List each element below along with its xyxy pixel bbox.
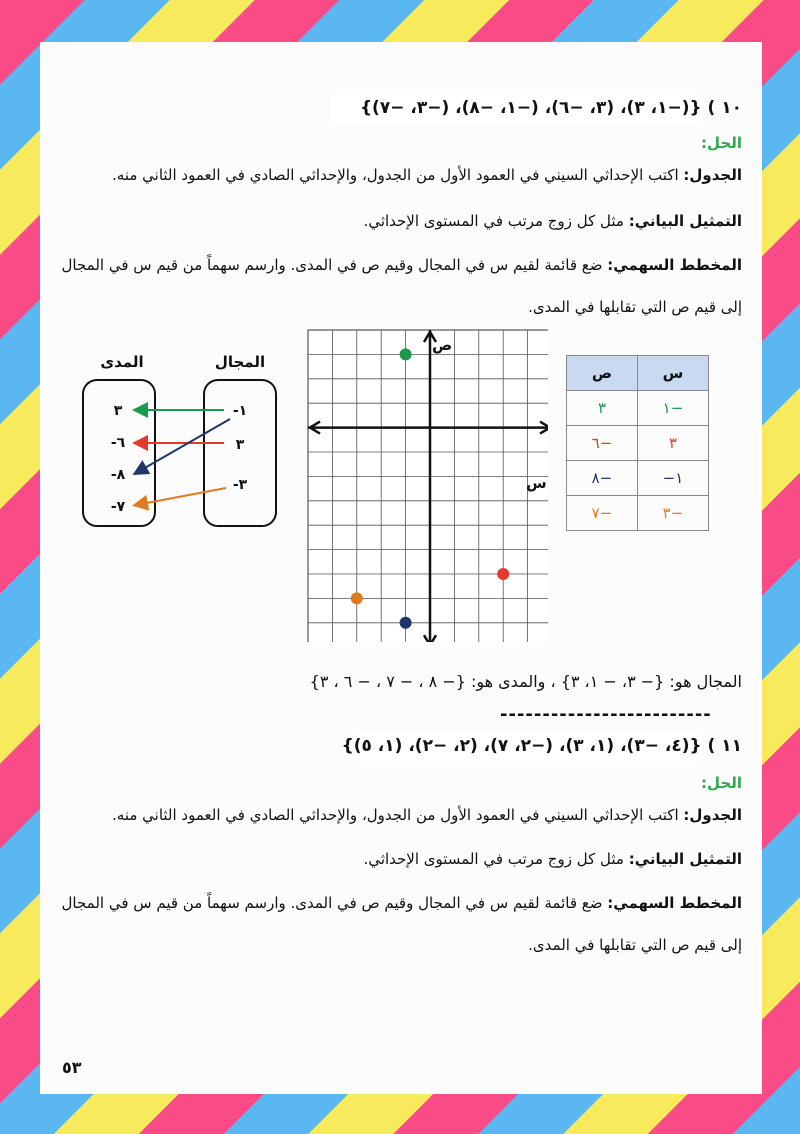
q10-arrow-diagram — [80, 347, 280, 532]
domain-value: ٣ — [235, 437, 245, 453]
q11-graph-label: التمثيل البياني: — [628, 850, 742, 868]
q10-arrow-label: المخطط السهمي: — [607, 256, 742, 274]
table-row — [567, 461, 709, 496]
table-cell-x: ١− — [638, 461, 709, 496]
q10-solution-label: الحل: — [701, 134, 742, 152]
q11-arrow-instruction — [62, 894, 742, 912]
question-11-set: {(٤، −٣)، (١، ٣)، (−٢، ٧)، (٢، −٢)، (١، ٥)} — [341, 736, 702, 756]
q10-domain-range-answer: المجال هو: {− ٣، − ١، ٣} ، والمدى هو: {− ٨ ، − ٧ ، − ٦ ، ٣} — [309, 672, 742, 691]
q10-graph-label: التمثيل البياني: — [628, 212, 742, 230]
question-11-number: ١١ ) — [707, 736, 742, 756]
range-value: -٧ — [110, 499, 126, 515]
table-cell-y: ٣ — [567, 391, 638, 426]
table-cell-y: −٨ — [567, 461, 638, 496]
table-row — [567, 496, 709, 531]
q10-graph-instruction — [364, 212, 742, 230]
table-header-y: ص — [567, 356, 638, 391]
q10-arrow-text-1: ضع قائمة لقيم س في المجال وقيم ص في المدى. وارسم سهماً من قيم س في المجال — [61, 256, 603, 274]
table-cell-x: ٣ — [638, 426, 709, 461]
domain-box — [204, 380, 276, 526]
graph-grid — [308, 330, 548, 642]
q11-graph-text: مثل كل زوج مرتب في المستوى الإحداثي. — [363, 850, 624, 868]
q10-values-table — [566, 355, 709, 531]
table-row — [567, 391, 709, 426]
q11-arrow-text-1: ضع قائمة لقيم س في المجال وقيم ص في المدى. وارسم سهماً من قيم س في المجال — [61, 894, 603, 912]
q11-solution-label: الحل: — [701, 774, 742, 792]
table-cell-y: −٧ — [567, 496, 638, 531]
q10-coordinate-graph — [304, 326, 548, 642]
table-row — [567, 426, 709, 461]
domain-value: -١ — [232, 403, 248, 419]
q11-table-text: اكتب الإحداثي السيني في العمود الأول من الجدول، والإحداثي الصادي في العمود الثاني منه. — [112, 806, 679, 824]
data-point — [400, 348, 412, 360]
table-cell-x: −٣ — [638, 496, 709, 531]
question-10-number: ١٠ ) — [707, 98, 742, 118]
x-axis-label: س — [526, 474, 547, 492]
q11-graph-instruction — [364, 850, 742, 868]
data-point — [351, 592, 363, 604]
range-value: -٦ — [110, 435, 126, 451]
domain-value: -٣ — [232, 477, 248, 493]
question-10 — [360, 98, 742, 118]
range-value: -٨ — [110, 467, 126, 483]
q10-table-label: الجدول: — [683, 166, 742, 184]
question-10-set: {(−١، ٣)، (٣، −٦)، (−١، −٨)، (−٣، −٧)} — [359, 98, 702, 118]
q11-table-label: الجدول: — [683, 806, 742, 824]
q10-arrow-instruction — [62, 256, 742, 274]
arrow-orange — [136, 488, 226, 505]
q11-arrow-text-2: إلى قيم ص التي تقابلها في المدى. — [528, 936, 742, 954]
y-axis-label: ص — [432, 336, 453, 354]
table-cell-x: −١ — [638, 391, 709, 426]
range-title: المدى — [100, 353, 144, 371]
q11-arrow-label: المخطط السهمي: — [607, 894, 742, 912]
page-number: ٥٣ — [62, 1058, 82, 1077]
q10-graph-text: مثل كل زوج مرتب في المستوى الإحداثي. — [363, 212, 624, 230]
question-11 — [342, 736, 742, 756]
separator-line: ------------------------- — [500, 704, 712, 725]
table-header-row — [567, 356, 709, 391]
q11-table-instruction — [112, 806, 742, 824]
table-cell-y: −٦ — [567, 426, 638, 461]
q10-table-instruction — [112, 166, 742, 184]
arrow-blue — [136, 419, 230, 473]
q10-table-text: اكتب الإحداثي السيني في العمود الأول من الجدول، والإحداثي الصادي في العمود الثاني منه. — [112, 166, 679, 184]
data-point — [497, 568, 509, 580]
worksheet-page — [40, 42, 762, 1094]
domain-title: المجال — [214, 353, 266, 371]
grid-border — [308, 330, 548, 642]
data-point — [400, 617, 412, 629]
range-value: ٣ — [113, 403, 123, 419]
table-header-x: س — [638, 356, 709, 391]
q10-arrow-text-2: إلى قيم ص التي تقابلها في المدى. — [528, 298, 742, 316]
